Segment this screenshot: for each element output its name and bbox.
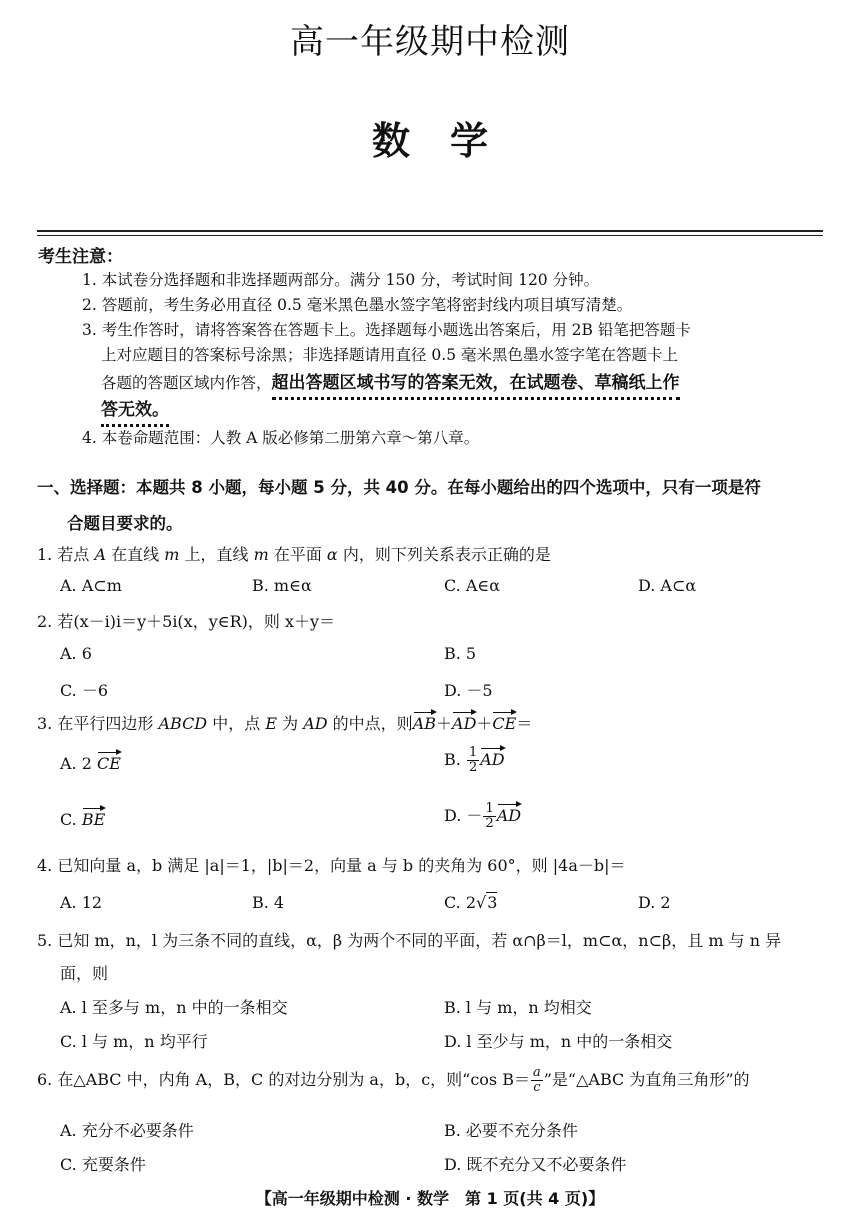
notice-item-3-emphasis: 超出答题区域书写的答案无效，在试题卷、草稿纸上作 — [272, 373, 680, 400]
notice-item-3-plain: 各题的答题区域内作答， — [101, 374, 272, 392]
header-rule-thick — [37, 230, 823, 232]
header-rule-thin — [37, 235, 823, 236]
q1-option-a: A. A⊂m — [60, 576, 122, 595]
q6-option-a: A. 充分不必要条件 — [60, 1121, 194, 1140]
section-1-heading-line-1: 一、选择题：本题共 8 小题，每小题 5 分，共 40 分。在每小题给出的四个选项中，只有一项是符 — [37, 478, 761, 497]
q4-option-c: C. 2√3 — [444, 893, 498, 912]
q2-option-d: D. －5 — [444, 681, 493, 700]
q3-option-a: A. 2 CE — [60, 754, 121, 773]
q4-option-b: B. 4 — [252, 893, 285, 912]
exam-title: 高一年级期中检测 — [290, 22, 570, 62]
question-5-line-1: 5. 已知 m，n，l 为三条不同的直线，α，β 为两个不同的平面，若 α∩β＝l，m⊂α，n⊂β，且 m 与 n 异 — [37, 931, 782, 950]
vector-ce: CE — [492, 714, 517, 733]
q2-option-c: C. －6 — [60, 681, 109, 700]
question-5-line-2: 面，则 — [60, 964, 109, 983]
q1-option-b: B. m∈α — [252, 576, 312, 595]
notice-item-3-line-3 — [101, 368, 680, 393]
question-3: 3. 在平行四边形 ABCD 中，点 E 为 AD 的中点，则AB＋AD＋CE＝ — [37, 714, 533, 733]
section-1-heading-line-2: 合题目要求的。 — [67, 514, 183, 533]
vector-ab: AB — [412, 714, 436, 733]
q2-option-a: A. 6 — [60, 644, 92, 663]
notice-item-3-line-1: 3. 考生作答时，请将答案答在答题卡上。选择题每小题选出答案后，用 2B 铅笔把答题卡 — [82, 321, 691, 339]
notice-item-2: 2. 答题前，考生务必用直径 0.5 毫米黑色墨水签字笔将密封线内项目填写清楚。 — [82, 296, 633, 314]
q5-option-b: B. l 与 m，n 均相交 — [444, 998, 592, 1017]
notice-item-1: 1. 本试卷分选择题和非选择题两部分。满分 150 分，考试时间 120 分钟。 — [82, 271, 600, 289]
q4-option-a: A. 12 — [60, 893, 103, 912]
q5-option-c: C. l 与 m，n 均平行 — [60, 1032, 208, 1051]
q2-option-b: B. 5 — [444, 644, 477, 663]
notice-item-3-line-2: 上对应题目的答案标号涂黑；非选择题请用直径 0.5 毫米黑色墨水签字笔在答题卡上 — [101, 346, 679, 364]
q6-option-b: B. 必要不充分条件 — [444, 1121, 578, 1140]
q3-option-b: B. $\frac{1}{2}$ AD — [444, 745, 505, 775]
q4-option-d: D. 2 — [638, 893, 671, 912]
q3-option-d: D. － $\frac{1}{2}$ AD — [444, 801, 522, 831]
question-1: 1. 若点 A 在直线 m 上，直线 m 在平面 α 内，则下列关系表示正确的是 — [37, 545, 551, 564]
page-footer: 【高一年级期中检测 · 数学 第 1 页(共 4 页)】 — [255, 1189, 605, 1208]
question-4: 4. 已知向量 a，b 满足 |a|＝1，|b|＝2，向量 a 与 b 的夹角为 60°，则 |4a－b|＝ — [37, 856, 626, 875]
exam-subject: 数学 — [371, 118, 528, 163]
notice-item-3-line-4 — [101, 395, 169, 420]
q6-option-d: D. 既不充分又不必要条件 — [444, 1155, 627, 1174]
notice-heading: 考生注意： — [38, 247, 123, 267]
q3-option-c: C. BE — [60, 810, 106, 829]
question-2: 2. 若(x－i)i＝y＋5i(x，y∈R)，则 x＋y＝ — [37, 612, 336, 631]
q1-option-c: C. A∈α — [444, 576, 501, 595]
question-6: 6. 在△ABC 中，内角 A，B，C 的对边分别为 a，b，c，则“cos B＝ $\frac{a}{c}$ ”是“△ABC 为直角三角形”的 — [37, 1065, 750, 1095]
q5-option-d: D. l 至少与 m，n 中的一条相交 — [444, 1032, 673, 1051]
vector-ad: AD — [452, 714, 477, 733]
q1-option-d: D. A⊂α — [638, 576, 697, 595]
q5-option-a: A. l 至多与 m，n 中的一条相交 — [60, 998, 288, 1017]
notice-item-4: 4. 本卷命题范围：人教 A 版必修第二册第六章～第八章。 — [82, 429, 480, 447]
q6-option-c: C. 充要条件 — [60, 1155, 146, 1174]
notice-item-3-emphasis-end: 答无效。 — [101, 400, 169, 427]
